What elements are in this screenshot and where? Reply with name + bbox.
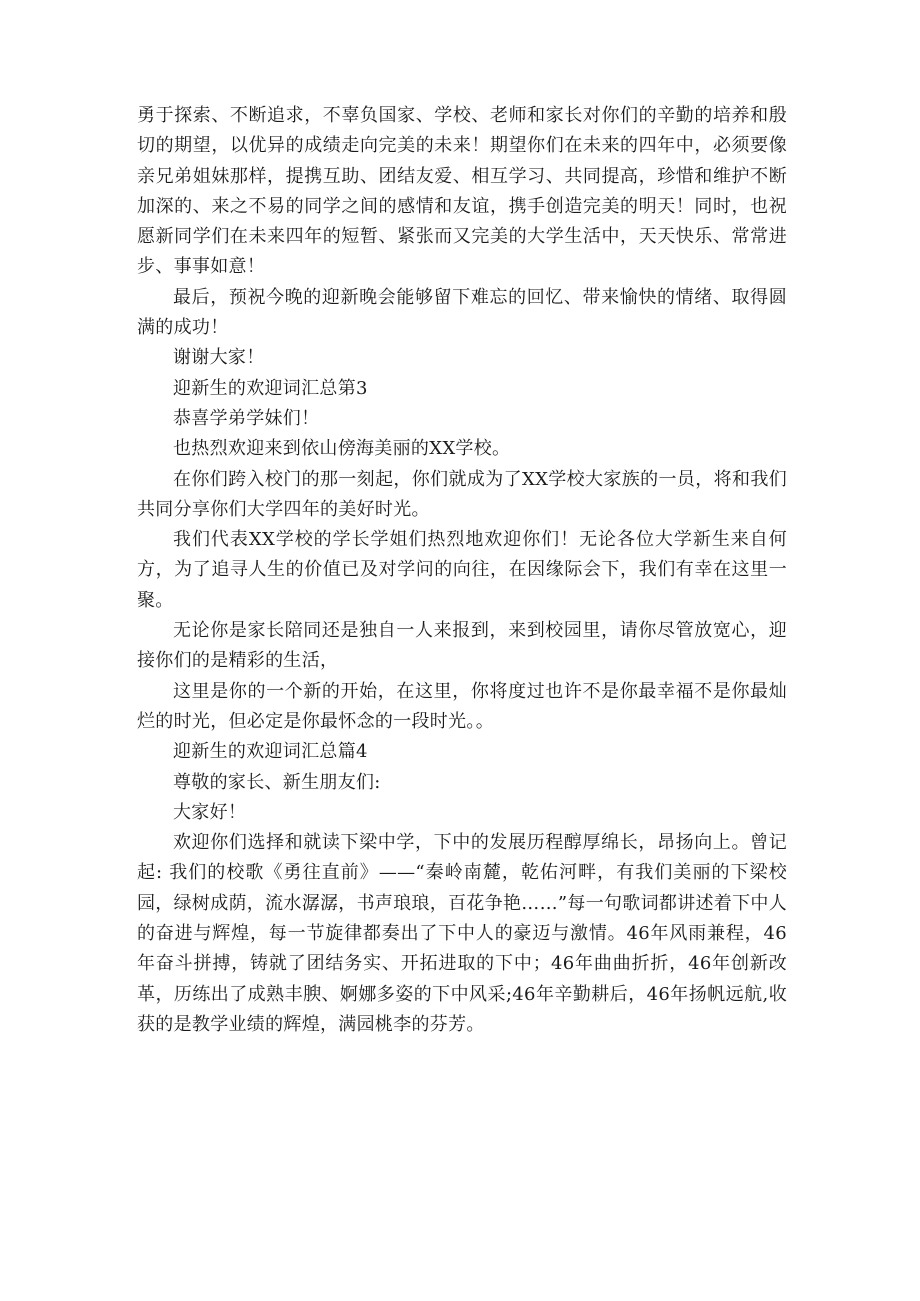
paragraph-hello: 大家好！ (173, 801, 247, 823)
paragraph-new-start: 这里是你的一个新的开始，在这里，你将度过也许不是你最幸福不是你最灿烂的时光，但必定是你最怀念的一段时光。。 (137, 680, 787, 732)
section-heading-3: 迎新生的欢迎词汇总第3 (173, 377, 368, 399)
paragraph-wishes: 勇于探索、不断追求，不辜负国家、学校、老师和家长对你们的辛勤的培养和殷切的期望，以优异的成绩走向完美的未来！期望你们在未来的四年中，必须要像亲兄弟姐妹那样，提携互助、团结友爱、相互学习、共同提高，珍惜和维护不断加深的、来之不易的同学之间的感情和友谊，携手创造完美的明天！同时，也祝愿新同学们在未来四年的短暂、紧张而又完美的大学生活中，天天快乐、常常进步、事事如意！ (137, 105, 787, 278)
paragraph-salutation: 尊敬的家长、新生朋友们: (173, 771, 381, 793)
section-heading-4: 迎新生的欢迎词汇总篇4 (173, 741, 368, 763)
paragraph-family: 在你们跨入校门的那一刻起，你们就成为了XX学校大家族的一员，将和我们共同分享你们大学四年的美好时光。 (137, 468, 787, 520)
paragraph-welcome: 也热烈欢迎来到依山傍海美丽的XX学校。 (173, 438, 511, 460)
paragraph-representation: 我们代表XX学校的学长学姐们热烈地欢迎你们！无论各位大学新生来自何方，为了追寻人生的价值已及对学问的向往，在因缘际会下，我们有幸在这里一聚。 (137, 529, 787, 611)
paragraph-school-history: 欢迎你们选择和就读下梁中学，下中的发展历程醇厚绵长，昂扬向上。曾记起: 我们的校歌《勇往直前》——“秦岭南麓，乾佑河畔，有我们美丽的下梁校园，绿树成荫，流水潺潺，书声琅琅，百花争艳……”每一句歌词都讲述着下中人的奋进与辉煌，每一节旋律都奏出了下中人的豪迈与激情。46年风雨兼程，46年奋斗拼搏，铸就了团结务实、开拓进取的下中；46年曲曲折折，46年创新改革，历练出了成熟丰腴、婀娜多姿的下中风采;46年辛勤耕后，46年扬帆远航,收获的是教学业绩的辉煌，满园桃李的芬芳。 (137, 832, 787, 1035)
paragraph-thanks: 谢谢大家！ (173, 347, 265, 369)
paragraph-closing-wish: 最后，预祝今晚的迎新晚会能够留下难忘的回忆、带来愉快的情绪、取得圆满的成功！ (137, 286, 787, 339)
paragraph-reassurance: 无论你是家长陪同还是独自一人来报到，来到校园里，请你尽管放宽心，迎接你们的是精彩的生活， (137, 620, 787, 672)
document-body (137, 101, 787, 1040)
paragraph-greeting: 恭喜学弟学妹们！ (173, 407, 320, 429)
